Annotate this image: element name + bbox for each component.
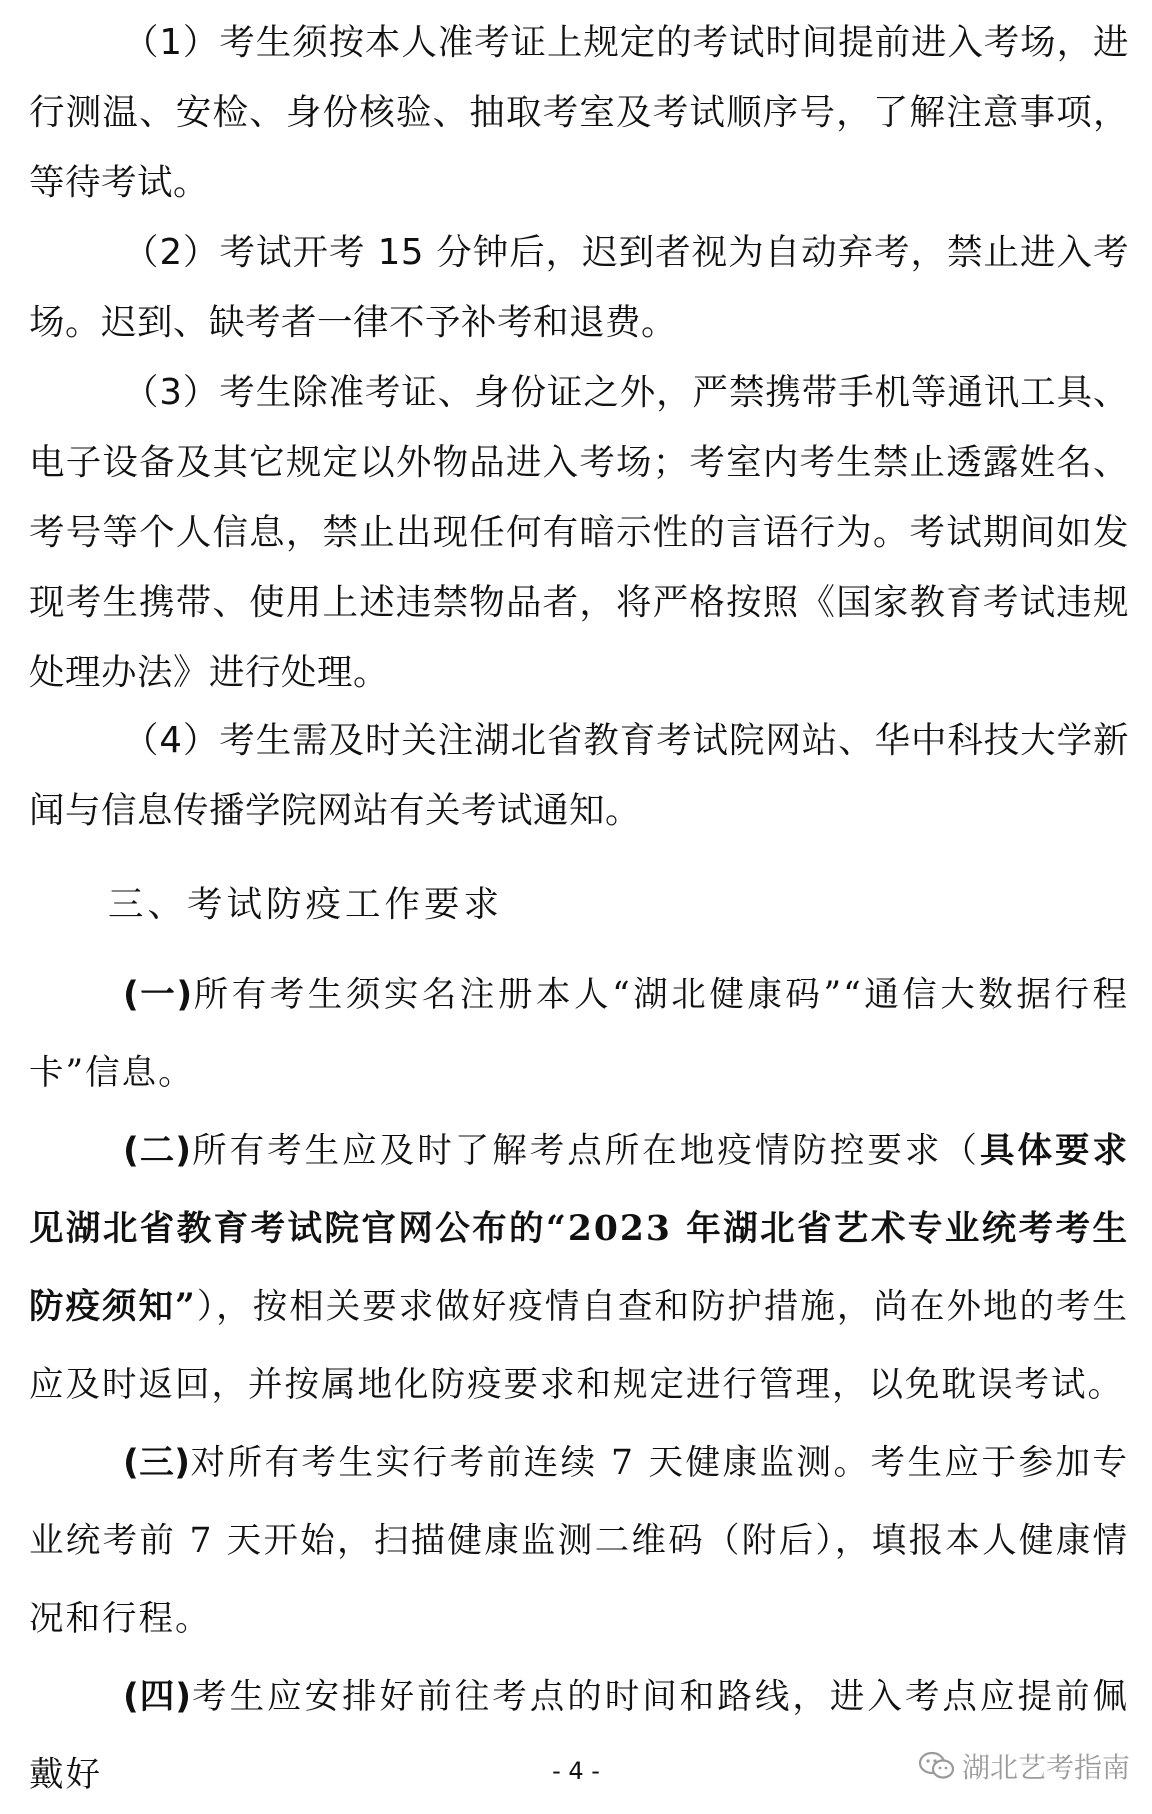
watermark-text: 湖北艺考指南 [961, 1751, 1130, 1784]
page-number: - 4 - [552, 1757, 600, 1785]
requirement-text-2-bold: 具体要求见湖北省教育考试院官网公布的“2023 年湖北省艺术专业统考考生防疫须知” [29, 1131, 1130, 1327]
paragraph-requirement-2 [29, 1112, 1129, 1424]
requirement-label-4: (四) [123, 1677, 192, 1717]
paragraph-item-1: （1）考生须按本人准考证上规定的考试时间提前进入考场，进行测温、安检、身份核验、抽取考室及考试顺序号，了解注意事项，等待考试。 [29, 22, 1129, 203]
wechat-icon [918, 1751, 956, 1781]
paragraph-item-3: （3）考生除准考证、身份证之外，严禁携带手机等通讯工具、电子设备及其它规定以外物品进入考场；考室内考生禁止透露姓名、考号等个人信息，禁止出现任何有暗示性的言语行为。考试期间如发现考生携带、使用上述违禁物品者，将严格按照《国家教育考试违规处理办法》进行处理。 [29, 372, 1129, 693]
section-heading: 三、考试防疫工作要求 [108, 884, 504, 925]
requirement-text-3: 对所有考生实行考前连续 7 天健康监测。考生应于参加专业统考前 7 天开始，扫描健康监测二维码（附后），填报本人健康情况和行程。 [29, 1443, 1129, 1639]
paragraph-item-4: （4）考生需及时关注湖北省教育考试院网站、华中科技大学新闻与信息传播学院网站有关考试通知。 [29, 720, 1129, 831]
requirement-label-2: (二) [123, 1131, 192, 1171]
paragraph-requirement-1 [29, 956, 1129, 1112]
requirement-text-2b: ），按相关要求做好疫情自查和防护措施，尚在外地的考生应及时返回，并按属地化防疫要求和规定进行管理，以免耽误考试。 [29, 1287, 1130, 1405]
watermark [918, 1744, 1130, 1788]
paragraph-requirement-3 [29, 1424, 1129, 1658]
requirement-label-3: (三) [123, 1443, 191, 1483]
paragraph-item-2: （2）考试开考 15 分钟后，迟到者视为自动弃考，禁止进入考场。迟到、缺考者一律不予补考和退费。 [29, 232, 1129, 343]
requirement-text-4: 考生应安排好前往考点的时间和路线，进入考点应提前佩戴好 [29, 1677, 1129, 1795]
requirement-text-1: 所有考生须实名注册本人“湖北健康码”“通信大数据行程卡”信息。 [29, 975, 1129, 1093]
requirement-label-1: (一) [123, 975, 193, 1015]
paragraph-requirement-4 [29, 1658, 1129, 1814]
requirement-text-2a: 所有考生应及时了解考点所在地疫情防控要求（ [191, 1131, 980, 1171]
